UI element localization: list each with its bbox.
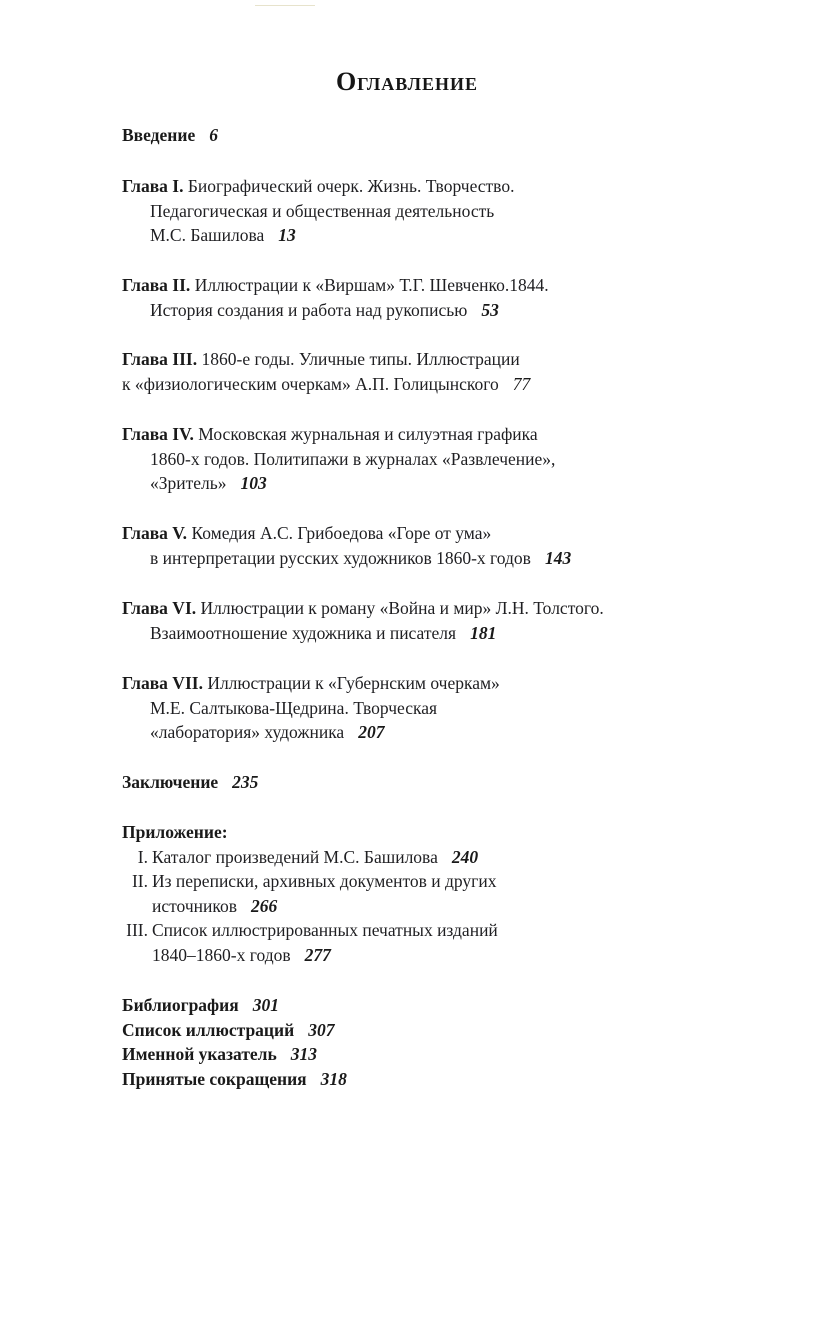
appendix-title-line: Из переписки, архивных документов и других bbox=[152, 871, 497, 891]
entry-label: Введение bbox=[122, 125, 196, 145]
chapter-title-line: Московская журнальная и силуэтная графика bbox=[198, 424, 538, 444]
appendix-item-2[interactable] bbox=[122, 869, 498, 894]
chapter-title-line: «лаборатория» художника bbox=[150, 722, 345, 742]
appendix-title-line: Каталог произведений М.С. Башилова bbox=[152, 846, 438, 867]
toc-back-matter bbox=[122, 993, 347, 1091]
toc-entry-conclusion[interactable] bbox=[122, 770, 258, 795]
page-number: 307 bbox=[308, 1019, 335, 1040]
page-number: 266 bbox=[251, 895, 278, 916]
page-title: Оглавление bbox=[335, 67, 479, 97]
chapter-title-line: 1860-х годов. Политипажи в журналах «Развлечение», bbox=[150, 448, 556, 469]
chapter-title-line: Педагогическая и общественная деятельность bbox=[150, 200, 495, 221]
page-number: 13 bbox=[278, 225, 296, 245]
appendix-numeral: I. bbox=[137, 846, 148, 867]
entry-label: Список иллюстраций bbox=[122, 1019, 295, 1040]
chapter-title-line: М.С. Башилова bbox=[150, 225, 265, 245]
chapter-label: Глава I. bbox=[122, 176, 184, 196]
appendix-title-line: 1840–1860-х годов bbox=[152, 944, 291, 965]
chapter-label: Глава VI. bbox=[122, 598, 197, 618]
chapter-title-line: Биографический очерк. Жизнь. Творчество. bbox=[187, 176, 515, 196]
toc-entry-illustrations-list[interactable] bbox=[122, 1018, 347, 1043]
toc-entry-name-index[interactable] bbox=[122, 1042, 347, 1067]
entry-label: Библиография bbox=[122, 995, 239, 1015]
chapter-label: Глава VII. bbox=[122, 673, 203, 693]
chapter-title-line: Комедия А.С. Грибоедова «Горе от ума» bbox=[191, 523, 492, 543]
toc-entry-chapter-5[interactable] bbox=[122, 521, 571, 570]
appendix-item-1[interactable] bbox=[122, 845, 498, 870]
appendix-item-3[interactable] bbox=[122, 918, 498, 943]
page-number: 240 bbox=[451, 846, 479, 867]
toc-entry-chapter-7[interactable] bbox=[122, 671, 500, 745]
chapter-title-line: Иллюстрации к «Виршам» Т.Г. Шевченко.1844. bbox=[194, 275, 549, 295]
page-number: 207 bbox=[358, 722, 385, 742]
toc-entry-chapter-3[interactable] bbox=[122, 347, 530, 396]
page-number: 235 bbox=[232, 772, 259, 792]
chapter-label: Глава III. bbox=[122, 349, 198, 369]
chapter-title-line: Взаимоотношение художника и писателя bbox=[150, 622, 457, 643]
chapter-label: Глава IV. bbox=[122, 424, 194, 444]
toc-entry-chapter-4[interactable] bbox=[122, 422, 555, 496]
appendix-numeral: II. bbox=[131, 871, 148, 891]
appendix-heading: Приложение: bbox=[122, 822, 228, 842]
chapter-title-line: «Зритель» bbox=[150, 473, 227, 493]
page-number: 277 bbox=[304, 944, 331, 965]
toc-entry-abbreviations[interactable] bbox=[122, 1067, 347, 1092]
page-number: 6 bbox=[209, 125, 218, 145]
chapter-label: Глава II. bbox=[122, 275, 191, 295]
chapter-title-line: в интерпретации русских художников 1860-х годов bbox=[150, 547, 531, 568]
toc-entry-chapter-1[interactable] bbox=[122, 174, 514, 248]
chapter-label: Глава V. bbox=[122, 523, 188, 543]
entry-label: Принятые сокращения bbox=[122, 1068, 307, 1089]
toc-entry-bibliography[interactable] bbox=[122, 993, 347, 1018]
chapter-title-line: 1860-е годы. Уличные типы. Иллюстрации bbox=[201, 349, 520, 369]
chapter-title-line: Иллюстрации к «Губернским очеркам» bbox=[207, 673, 500, 693]
scan-mark bbox=[255, 5, 315, 6]
page-number: 143 bbox=[544, 547, 572, 568]
toc-entry-chapter-6[interactable] bbox=[122, 596, 604, 645]
entry-label: Заключение bbox=[122, 772, 219, 792]
page-number: 318 bbox=[320, 1068, 347, 1089]
chapter-title-line: Иллюстрации к роману «Война и мир» Л.Н. Толстого. bbox=[200, 598, 604, 618]
page-number: 53 bbox=[481, 299, 499, 320]
page-number: 313 bbox=[290, 1044, 318, 1064]
page-number: 77 bbox=[512, 373, 531, 394]
toc-entry-chapter-2[interactable] bbox=[122, 273, 549, 322]
chapter-title-line: М.Е. Салтыкова-Щедрина. Творческая bbox=[150, 697, 438, 718]
page-number: 301 bbox=[252, 995, 279, 1015]
entry-label: Именной указатель bbox=[122, 1044, 277, 1064]
appendix-numeral: III. bbox=[126, 920, 148, 940]
appendix-title-line: Список иллюстрированных печатных изданий bbox=[152, 920, 498, 940]
page-number: 181 bbox=[470, 622, 497, 643]
chapter-title-line: к «физиологическим очеркам» А.П. Голицынского bbox=[122, 373, 499, 394]
appendix-title-line: источников bbox=[152, 895, 238, 916]
page-number: 103 bbox=[240, 473, 267, 493]
toc-entry-intro[interactable] bbox=[122, 123, 218, 148]
toc-entry-appendix bbox=[122, 820, 498, 967]
chapter-title-line: История создания и работа над рукописью bbox=[150, 299, 468, 320]
